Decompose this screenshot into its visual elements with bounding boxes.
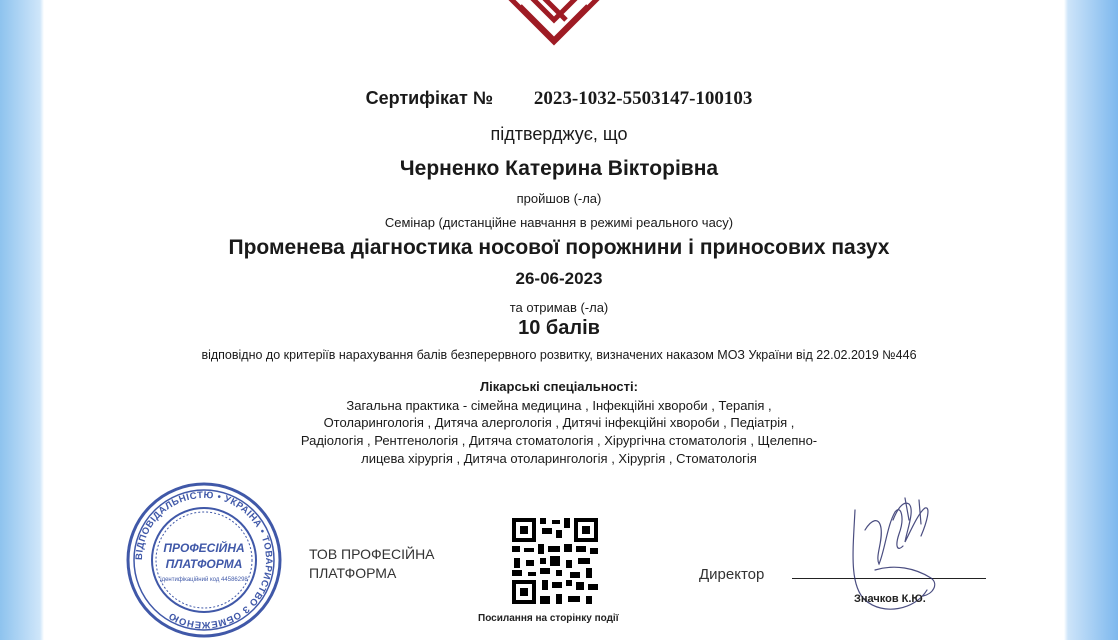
points-value: 10 балів (518, 317, 600, 339)
recipient-name: Черненко Катерина Вікторівна (399, 157, 719, 180)
brand-logo-icon (500, 0, 608, 46)
director-label: Директор (699, 566, 765, 583)
received-text: та отримав (-ла) (509, 300, 609, 315)
specialties-line: Загальна практика - сімейна медицина , Інфекційні хвороби , Терапія , (346, 398, 772, 413)
seal-center-line2: ПЛАТФОРМА (165, 557, 243, 571)
organization-name (309, 545, 435, 583)
passed-text: пройшов (-ла) (516, 191, 602, 206)
certificate-label: Сертифікат № (365, 88, 493, 108)
specialties-line: Радіологія , Рентгенологія , Дитяча стоматологія , Хірургічна стоматологія , Щелепно- (300, 433, 818, 448)
confirms-text: підтверджує, що (490, 124, 628, 144)
seal-code: ідентифікаційний код 44586298 (160, 577, 248, 583)
qr-code-icon[interactable] (510, 516, 600, 606)
signer-name: Значков К.Ю. (854, 593, 926, 605)
criteria-text: відповідно до критеріїв нарахування балів безперервного розвитку, визначених наказом МОЗ України від 22.02.2019 №446 (201, 348, 917, 362)
company-seal-icon (124, 480, 284, 640)
seal-ring-text: ВІДПОВІДАЛЬНІСТЮ • УКРАЇНА • ТОВАРИСТВО З ОБМЕЖЕНОЮ (133, 489, 275, 631)
specialties-line: Отоларингологія , Дитяча алергологія , Дитячі інфекційні хвороби , Педіатрія , (323, 415, 795, 430)
specialties-title: Лікарські спеціальності: (480, 379, 638, 394)
qr-caption: Посилання на сторінку події (478, 613, 619, 624)
certificate-number-line (0, 88, 1118, 110)
event-date: 26-06-2023 (515, 269, 603, 288)
organization-line: ТОВ ПРОФЕСІЙНА (309, 546, 435, 562)
seal-center-line1: ПРОФЕСІЙНА (163, 541, 245, 555)
specialties-line: лицева хірургія , Дитяча отоларингологія , Хірургія , Стоматологія (361, 451, 757, 466)
event-type: Семінар (дистанційне навчання в режимі реального часу) (384, 215, 734, 230)
signature-icon (835, 490, 955, 627)
certificate-number: 2023-1032-5503147-100103 (533, 88, 753, 109)
organization-line: ПЛАТФОРМА (309, 565, 397, 581)
course-title: Променева діагностика носової порожнини і приносових пазух (228, 236, 890, 259)
